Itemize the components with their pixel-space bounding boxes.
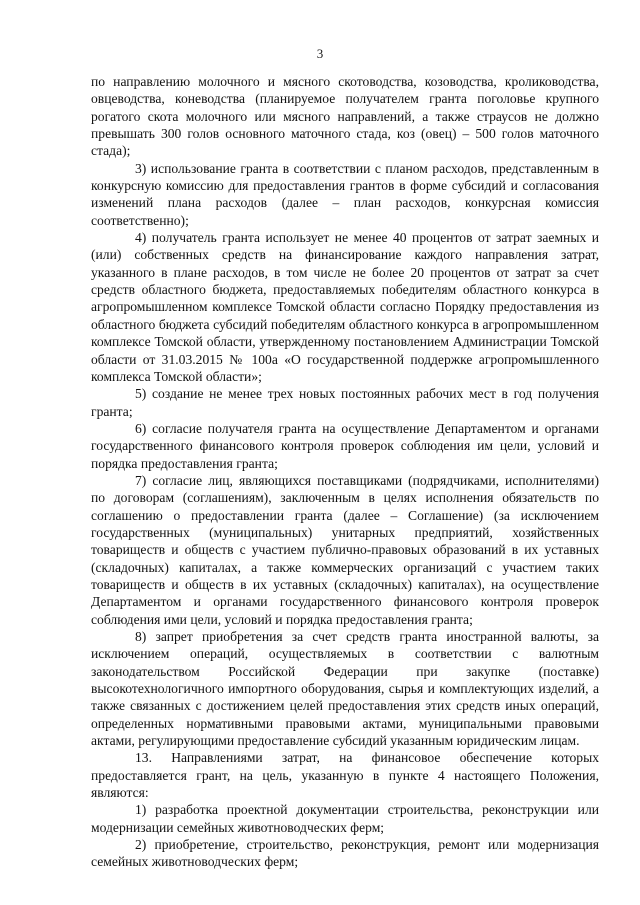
document-body	[91, 73, 599, 871]
paragraph-item-3: 3) использование гранта в соответствии с планом расходов, представленным в конкурсную комиссию для предоставления грантов в форме субсидий и согласования изменений плана расходов (далее – план расходов, конкурсная комиссия соответственно);	[91, 160, 599, 228]
paragraph-section-13: 13. Направлениями затрат, на финансовое обеспечение которых предоставляется грант, на цель, указанную в пункте 4 настоящего Положения, являются:	[91, 750, 599, 801]
page-number: 3	[316, 46, 324, 61]
paragraph-item-4: 4) получатель гранта использует не менее 40 процентов от затрат заемных и (или) собственных средств на финансирование каждого направления затрат, указанного в плане расходов, в том числе не более 20 процентов от затрат за счет средств областного бюджета, предоставляемых победителям областного конкурса в агропромышленном комплексе Томской области согласно Порядку предоставления из областного бюджета субсидий победителям областного конкурса в агропромышленном комплексе Томской области, утвержденному постановлением Администрации Томской области от 31.03.2015 № 100а «О государственной поддержке агропромышленного комплекса Томской области»;	[91, 230, 599, 384]
paragraph-item-7: 7) согласие лиц, являющихся поставщиками (подрядчиками, исполнителями) по договорам (соглашениям), заключенным в целях исполнения обязательств по соглашению о предоставлении гранта (далее – Соглашение) (за исключением государственных (муниципальных) унитарных предприятий, хозяйственных товариществ и обществ с участием публично-правовых образований в их уставных (складочных) капиталах, а также коммерческих организаций с участием таких товариществ и обществ в их уставных (складочных) капиталах), на осуществление Департаментом и органами государственного финансового контроля проверок соблюдения ими цели, условий и порядка предоставления гранта;	[91, 472, 599, 627]
paragraph-item-6: 6) согласие получателя гранта на осуществление Департаментом и органами государственного финансового контроля проверок соблюдения им цели, условий и порядка предоставления гранта;	[91, 420, 599, 471]
paragraph-item-5: 5) создание не менее трех новых постоянных рабочих мест в год получения гранта;	[91, 386, 599, 419]
paragraph-subitem-2: 2) приобретение, строительство, реконструкция, ремонт или модернизация семейных животноводческих ферм;	[91, 837, 599, 870]
paragraph-continuation: по направлению молочного и мясного скотоводства, козоводства, кролиководства, овцеводства, коневодства (планируемое получателем гранта поголовье крупного рогатого скота молочного или мясного направлений, а также страусов не должно превышать 300 голов основного маточного стада, коз (овец) – 500 голов маточного стада);	[91, 74, 599, 159]
paragraph-item-8: 8) запрет приобретения за счет средств гранта иностранной валюты, за исключением операций, осуществляемых в соответствии с валютным законодательством Российской Федерации при закупке (поставке) высокотехнологичного импортного оборудования, сырья и комплектующих изделий, а также связанных с достижением целей предоставления этих средств иных операций, определенных нормативными правовыми актами, муниципальными правовыми актами, регулирующими предоставление субсидий указанным юридическим лицам.	[91, 629, 599, 749]
paragraph-subitem-1: 1) разработка проектной документации строительства, реконструкции или модернизации семейных животноводческих ферм;	[91, 802, 599, 835]
